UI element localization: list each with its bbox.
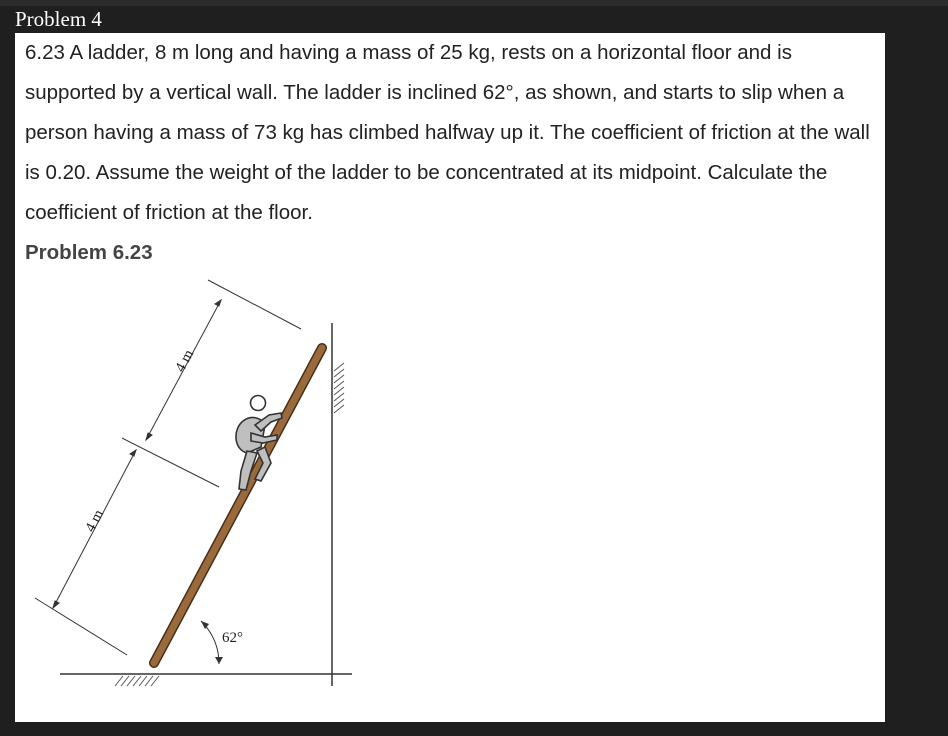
lower-length-label: 4 m (82, 507, 108, 535)
problem-heading: Problem 4 (15, 7, 102, 31)
top-strip (0, 0, 948, 6)
ladder-diagram (15, 33, 885, 722)
upper-length-label: 4 m (172, 347, 198, 375)
angle-arc (201, 621, 223, 664)
upper-dimension (122, 280, 301, 487)
wall-hatch (334, 363, 344, 413)
lower-dimension (35, 450, 136, 655)
figure-caption: Problem 6.23 (25, 241, 153, 264)
ladder (154, 348, 322, 663)
angle-label: 62° (222, 630, 243, 646)
floor-hatch (115, 676, 159, 686)
problem-statement: 6.23 A ladder, 8 m long and having a mass of 25 kg, rests on a horizontal floor and is supported by a vertical wall. The ladder is inclined 62°, as shown, and starts to slip when a person having a mass of 73 kg has climbed halfway up it. The coefficient of friction at the wall is 0.20. Assume the weight of the ladder to be concentrated at its midpoint. Calculate the coefficient of friction at the floor. (25, 41, 870, 224)
problem-card (15, 33, 885, 722)
